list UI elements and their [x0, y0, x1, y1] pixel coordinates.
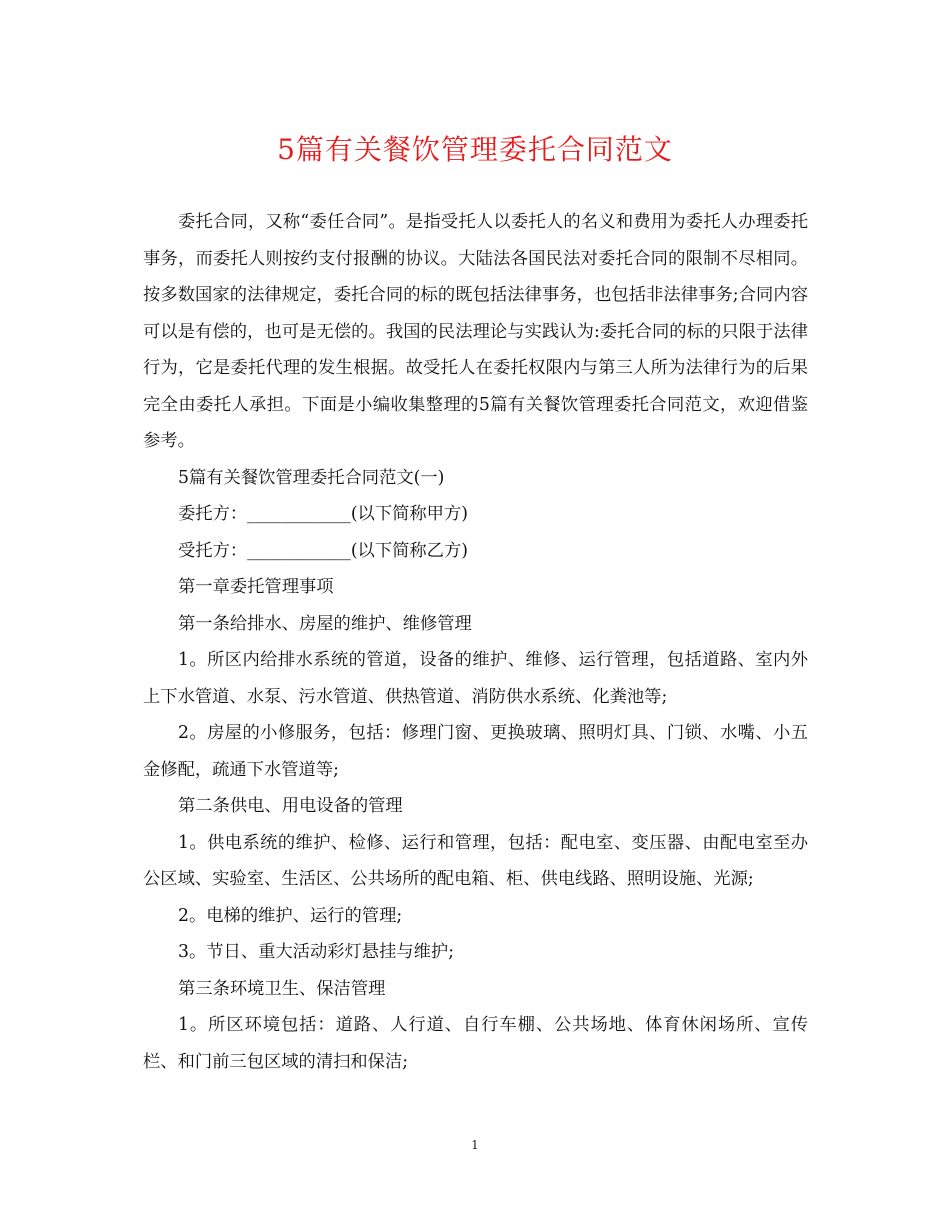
- paragraph-chapter-1: 第一章委托管理事项: [178, 577, 334, 597]
- document-title: 5篇有关餐饮管理委托合同范文: [277, 133, 673, 166]
- paragraph-article-2-item-1: 1。供电系统的维护、检修、运行和管理，包括：配电室、变压器、由配电室至办公区域、实验室、生活区、公共场所的配电箱、柜、供电线路、照明设施、光源;: [143, 832, 808, 889]
- document-body: [143, 204, 808, 1080]
- paragraph-article-1-item-1: 1。所区内给排水系统的管道，设备的维护、维修、运行管理，包括道路、室内外上下水管道、水泵、污水管道、供热管道、消防供水系统、化粪池等;: [143, 650, 808, 707]
- page-number: 1: [471, 1138, 479, 1152]
- paragraph-article-1: 第一条给排水、房屋的维护、维修管理: [178, 613, 472, 634]
- paragraph-article-3: 第三条环境卫生、保洁管理: [178, 978, 386, 999]
- paragraph-article-3-item-1: 1。所区环境包括：道路、人行道、自行车棚、公共场地、体育休闲场所、宣传栏、和门前三包区域的清扫和保洁;: [143, 1015, 808, 1072]
- paragraph-party-a: 委托方：____________(以下简称甲方): [178, 504, 468, 524]
- paragraph-contract-heading: 5篇有关餐饮管理委托合同范文(一): [178, 467, 445, 488]
- paragraph-article-2-item-3: 3。节日、重大活动彩灯悬挂与维护;: [178, 942, 455, 962]
- paragraph-article-1-item-2: 2。房屋的小修服务，包括：修理门窗、更换玻璃、照明灯具、门锁、水嘴、小五金修配，疏通下水管道等;: [143, 723, 808, 780]
- paragraph-intro: 委托合同，又称“委任合同”。是指受托人以委托人的名义和费用为委托人办理委托事务，而委托人则按约支付报酬的协议。大陆法各国民法对委托合同的限制不尽相同。按多数国家的法律规定，委托合同的标的既包括法律事务，也包括非法律事务;合同内容可以是有偿的，也可是无偿的。我国的民法理论与实践认为:委托合同的标的只限于法律行为，它是委托代理的发生根据。故受托人在委托权限内与第三人所为法律行为的后果完全由委托人承担。下面是小编收集整理的5篇有关餐饮管理委托合同范文，欢迎借鉴参考。: [143, 212, 808, 451]
- paragraph-article-2: 第二条供电、用电设备的管理: [178, 796, 403, 816]
- paragraph-party-b: 受托方：____________(以下简称乙方): [178, 540, 468, 561]
- paragraph-article-2-item-2: 2。电梯的维护、运行的管理;: [178, 905, 403, 926]
